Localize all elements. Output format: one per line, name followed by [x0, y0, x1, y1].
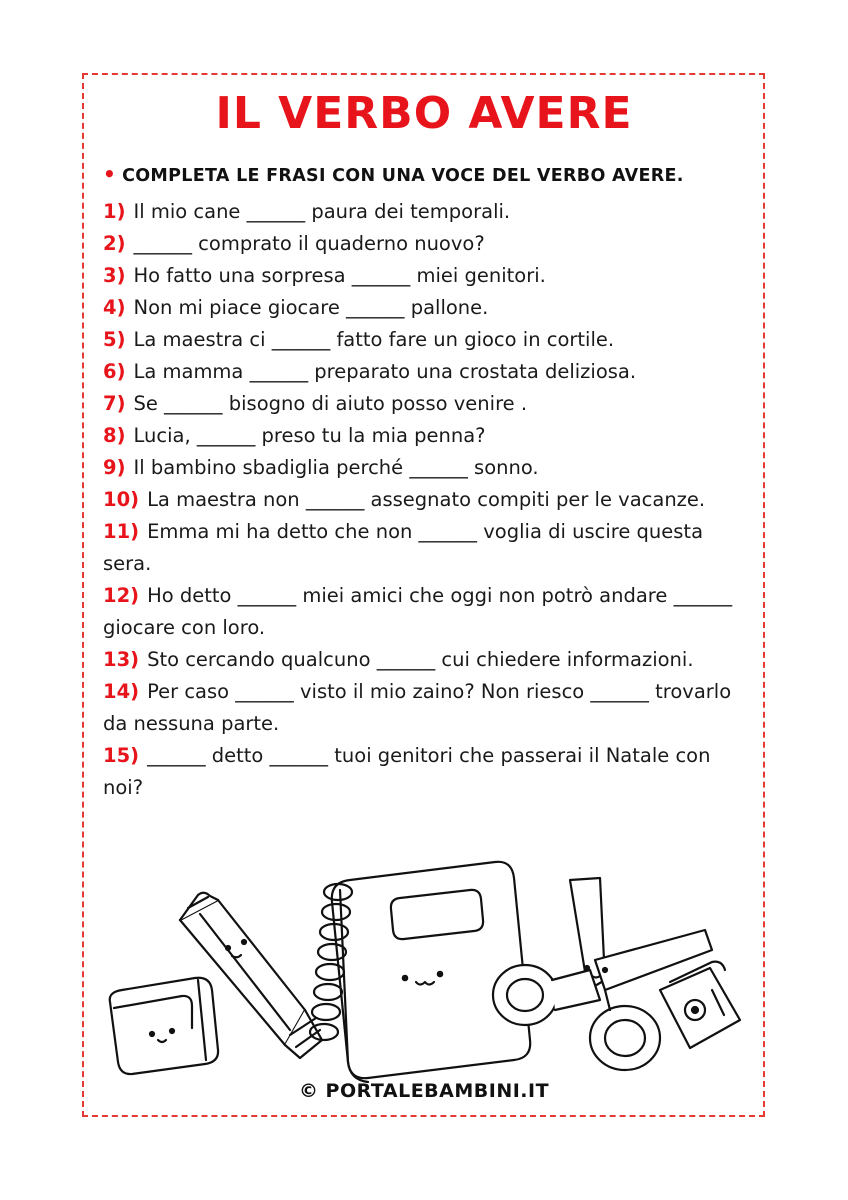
- exercise-item: [103, 516, 753, 580]
- exercise-number: 3): [103, 264, 126, 287]
- exercise-item: [103, 676, 753, 740]
- eraser-icon: [110, 978, 218, 1074]
- exercise-text: La mamma ______ preparato una crostata deliziosa.: [133, 360, 637, 383]
- exercise-item: [103, 644, 753, 676]
- exercise-number: 15): [103, 744, 140, 767]
- exercise-number: 2): [103, 232, 126, 255]
- exercise-item: [103, 420, 753, 452]
- exercise-text: Per caso ______ visto il mio zaino? Non riesco ______ trovarlo da nessuna parte.: [103, 680, 732, 735]
- exercise-item: [103, 292, 753, 324]
- exercise-text: La maestra ci ______ fatto fare un gioco in cortile.: [133, 328, 615, 351]
- exercise-item: [103, 228, 753, 260]
- exercise-text: Il bambino sbadiglia perché ______ sonno.: [133, 456, 539, 479]
- exercise-item: [103, 388, 753, 420]
- exercise-item: [103, 324, 753, 356]
- exercise-item: [103, 484, 753, 516]
- exercise-number: 11): [103, 520, 140, 543]
- exercise-text: Ho fatto una sorpresa ______ miei genitori.: [133, 264, 546, 287]
- exercise-number: 8): [103, 424, 126, 447]
- exercise-item: [103, 196, 753, 228]
- exercise-number: 5): [103, 328, 126, 351]
- exercise-text: Se ______ bisogno di aiuto posso venire .: [133, 392, 528, 415]
- exercise-text: Il mio cane ______ paura dei temporali.: [133, 200, 511, 223]
- exercise-text: ______ detto ______ tuoi genitori che passerai il Natale con noi?: [103, 744, 711, 799]
- sharpener-icon: [660, 962, 740, 1048]
- exercise-item: [103, 452, 753, 484]
- exercise-item: [103, 580, 753, 644]
- exercise-text: ______ comprato il quaderno nuovo?: [133, 232, 485, 255]
- exercise-text: Ho detto ______ miei amici che oggi non potrò andare ______ giocare con loro.: [103, 584, 733, 639]
- page-title: IL VERBO AVERE: [215, 88, 633, 139]
- exercise-text: La maestra non ______ assegnato compiti per le vacanze.: [147, 488, 706, 511]
- exercise-item: [103, 356, 753, 388]
- exercise-text: Lucia, ______ preso tu la mia penna?: [133, 424, 486, 447]
- exercise-number: 12): [103, 584, 140, 607]
- exercise-item: [103, 740, 753, 804]
- exercise-list: [103, 196, 753, 804]
- exercise-number: 14): [103, 680, 140, 703]
- exercise-item: [103, 260, 753, 292]
- exercise-number: 1): [103, 200, 126, 223]
- bullet-icon: •: [103, 162, 117, 186]
- exercise-number: 6): [103, 360, 126, 383]
- school-supplies-illustration: [100, 850, 750, 1085]
- instruction-text: COMPLETA LE FRASI CON UNA VOCE DEL VERBO AVERE.: [122, 166, 684, 186]
- exercise-number: 13): [103, 648, 140, 671]
- exercise-number: 10): [103, 488, 140, 511]
- exercise-text: Sto cercando qualcuno ______ cui chiedere informazioni.: [147, 648, 694, 671]
- exercise-text: Non mi piace giocare ______ pallone.: [133, 296, 489, 319]
- instruction: [103, 162, 763, 186]
- exercise-text: Emma mi ha detto che non ______ voglia di uscire questa sera.: [103, 520, 704, 575]
- exercise-number: 4): [103, 296, 126, 319]
- exercise-number: 7): [103, 392, 126, 415]
- copyright-footer: © PORTALEBAMBINI.IT: [298, 1080, 550, 1102]
- exercise-number: 9): [103, 456, 126, 479]
- notebook-icon: [310, 862, 530, 1082]
